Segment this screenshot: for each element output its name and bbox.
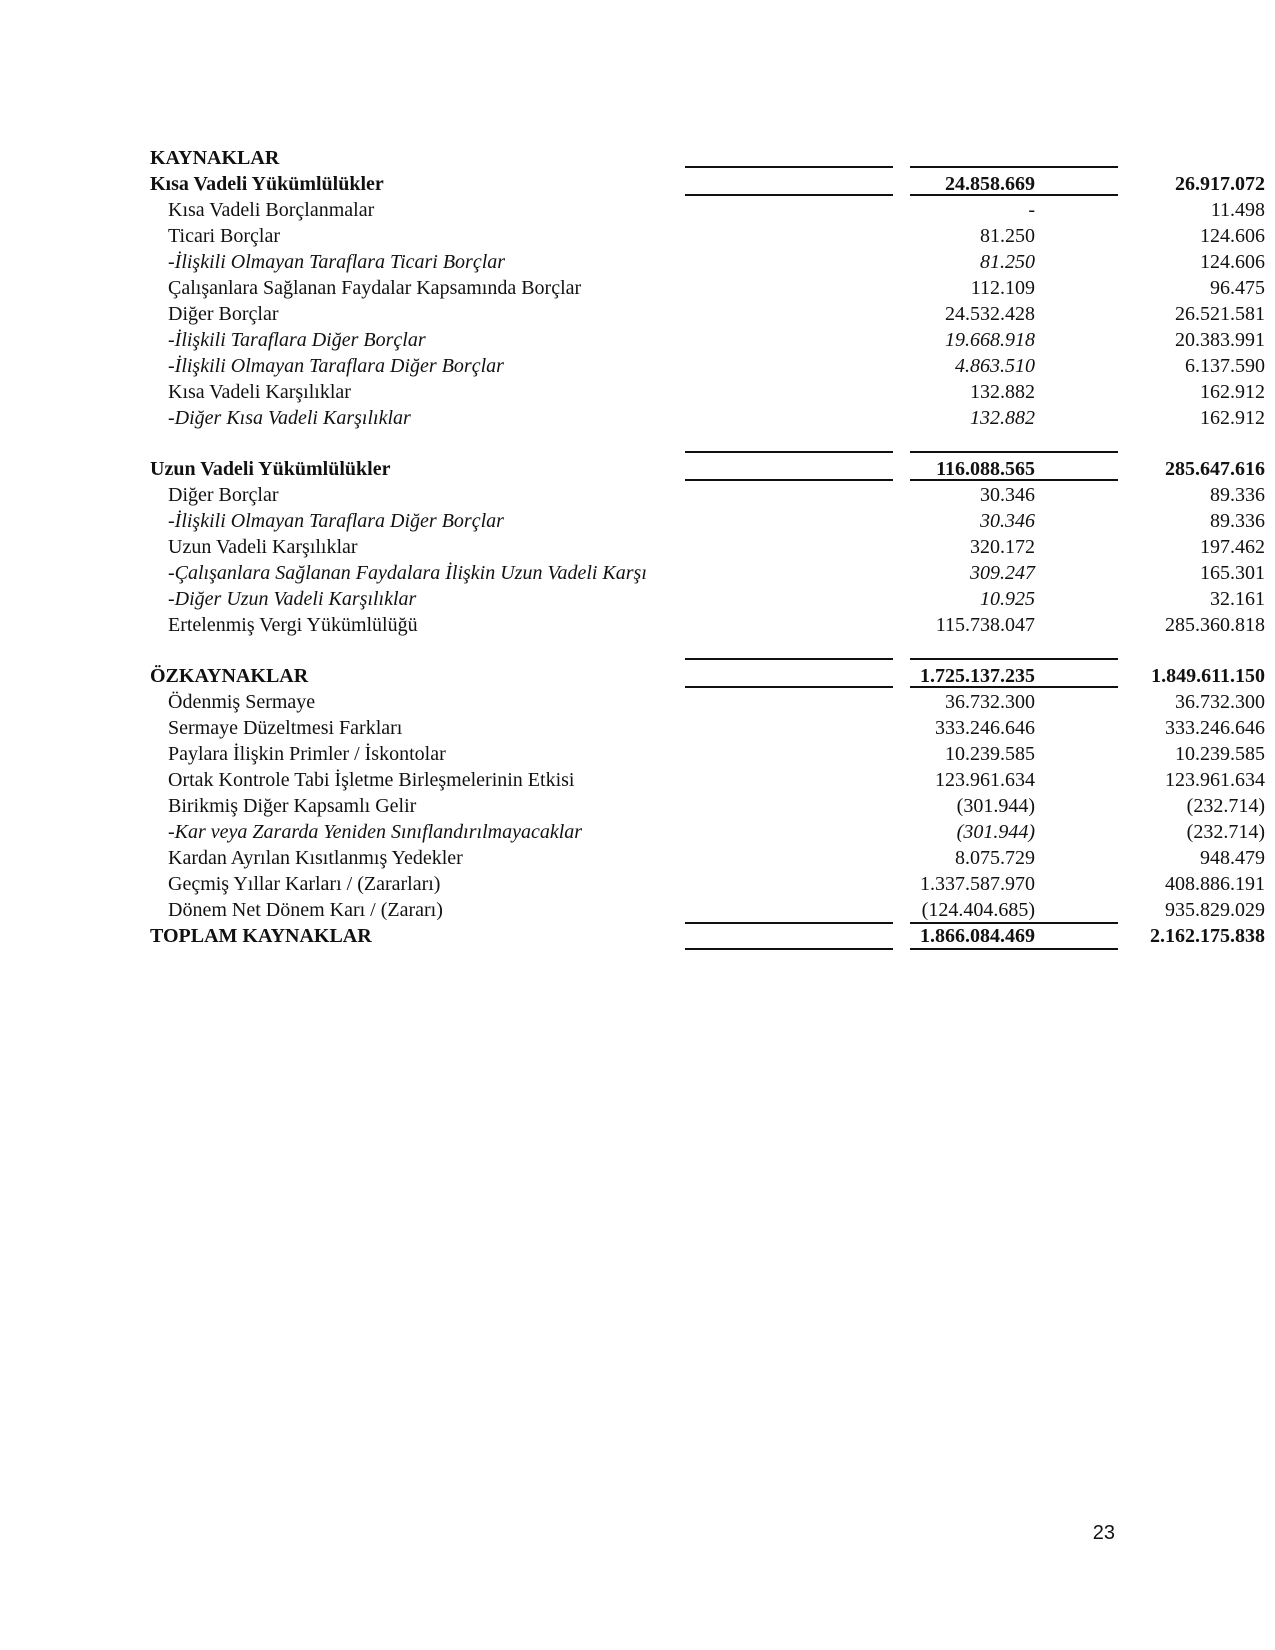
table-row: [150, 689, 1265, 716]
value-current-period: 36.732.300: [945, 691, 1035, 713]
rule-top-col2: [910, 166, 1118, 168]
value-prior-period: 123.961.634: [1165, 769, 1265, 791]
rule-top-col2: [910, 922, 1118, 924]
value-current-period: 1.337.587.970: [920, 873, 1035, 895]
page-number: 23: [1092, 1522, 1115, 1544]
value-prior-period: 26.917.072: [1175, 173, 1265, 195]
value-current-period: 19.668.918: [945, 329, 1035, 351]
value-current-period: 1.725.137.235: [920, 665, 1035, 687]
value-prior-period: 89.336: [1210, 484, 1265, 506]
row-label: Ödenmiş Sermaye: [168, 691, 316, 713]
value-prior-period: 2.162.175.838: [1150, 925, 1265, 947]
value-current-period: 4.863.510: [955, 355, 1035, 377]
value-prior-period: 11.498: [1210, 199, 1265, 221]
value-prior-period: 96.475: [1210, 277, 1265, 299]
value-prior-period: 89.336: [1210, 510, 1265, 532]
value-current-period: 24.532.428: [945, 303, 1035, 325]
table-row: [150, 482, 1265, 509]
table-row: [150, 405, 1265, 432]
value-prior-period: 26.521.581: [1175, 303, 1265, 325]
value-prior-period: 408.886.191: [1165, 873, 1265, 895]
value-current-period: 30.346: [980, 510, 1035, 532]
row-label: Sermaye Düzeltmesi Farkları: [168, 717, 403, 739]
row-label: TOPLAM KAYNAKLAR: [150, 925, 372, 947]
value-prior-period: 36.732.300: [1175, 691, 1265, 713]
table-row: [150, 897, 1265, 924]
rule-under-col1: [685, 194, 893, 196]
table-row: [150, 845, 1265, 872]
value-current-period: (124.404.685): [921, 899, 1035, 921]
row-label: Kısa Vadeli Karşılıklar: [168, 381, 351, 403]
row-label: -İlişkili Olmayan Taraflara Ticari Borçlar: [168, 251, 506, 273]
value-current-period: (301.944): [956, 821, 1035, 843]
rule-top-col1: [685, 166, 893, 168]
total-row: [150, 923, 1265, 950]
row-label: Kısa Vadeli Borçlanmalar: [168, 199, 375, 221]
row-label: -İlişkili Olmayan Taraflara Diğer Borçlar: [168, 355, 504, 377]
table-row: [150, 871, 1265, 898]
table-row: [150, 793, 1265, 820]
value-prior-period: 333.246.646: [1165, 717, 1265, 739]
table-row: [150, 534, 1265, 561]
rule-under-col1: [685, 479, 893, 481]
table-row: [150, 197, 1265, 224]
value-prior-period: 124.606: [1200, 225, 1265, 247]
rule-top-col1: [685, 658, 893, 660]
table-row: [150, 379, 1265, 406]
value-current-period: 30.346: [980, 484, 1035, 506]
row-label: Ortak Kontrole Tabi İşletme Birleşmelerinin Etkisi: [168, 769, 575, 791]
value-prior-period: 285.360.818: [1165, 614, 1265, 636]
rule-under-col2: [910, 194, 1118, 196]
table-row: [150, 249, 1265, 276]
value-current-period: 1.866.084.469: [920, 925, 1035, 947]
statement-heading-label: KAYNAKLAR: [150, 147, 280, 169]
value-current-period: 123.961.634: [935, 769, 1035, 791]
rule-top-col2: [910, 658, 1118, 660]
rule-under-col2: [910, 948, 1118, 950]
table-row: [150, 741, 1265, 768]
row-label: Uzun Vadeli Yükümlülükler: [150, 458, 391, 480]
table-row: [150, 327, 1265, 354]
row-label: -Kar veya Zararda Yeniden Sınıflandırılmayacaklar: [168, 821, 583, 843]
value-prior-period: 6.137.590: [1185, 355, 1265, 377]
row-label: Çalışanlara Sağlanan Faydalar Kapsamında Borçlar: [168, 277, 582, 299]
value-current-period: 81.250: [980, 225, 1035, 247]
value-prior-period: 10.239.585: [1175, 743, 1265, 765]
table-row: [150, 560, 1265, 587]
row-label: Diğer Borçlar: [168, 303, 279, 325]
value-current-period: 24.858.669: [945, 173, 1035, 195]
value-current-period: 115.738.047: [935, 614, 1035, 636]
value-prior-period: (232.714): [1186, 821, 1265, 843]
table-row: [150, 223, 1265, 250]
value-prior-period: 285.647.616: [1165, 458, 1265, 480]
rule-under-col1: [685, 948, 893, 950]
value-current-period: 333.246.646: [935, 717, 1035, 739]
value-prior-period: (232.714): [1186, 795, 1265, 817]
value-prior-period: 197.462: [1200, 536, 1265, 558]
table-row: [150, 275, 1265, 302]
value-current-period: 112.109: [970, 277, 1035, 299]
value-prior-period: 20.383.991: [1175, 329, 1265, 351]
table-row: [150, 819, 1265, 846]
value-current-period: 116.088.565: [936, 458, 1035, 480]
value-prior-period: 935.829.029: [1165, 899, 1265, 921]
table-row: [150, 353, 1265, 380]
row-label: Kısa Vadeli Yükümlülükler: [150, 173, 384, 195]
rule-under-col2: [910, 479, 1118, 481]
value-current-period: 8.075.729: [955, 847, 1035, 869]
row-label: Ertelenmiş Vergi Yükümlülüğü: [168, 614, 418, 636]
row-label: Uzun Vadeli Karşılıklar: [168, 536, 358, 558]
row-label: -Diğer Kısa Vadeli Karşılıklar: [168, 407, 411, 429]
value-prior-period: 32.161: [1210, 588, 1265, 610]
row-label: -Çalışanlara Sağlanan Faydalara İlişkin Uzun Vadeli Karşı: [168, 562, 647, 584]
row-label: ÖZKAYNAKLAR: [150, 665, 309, 687]
table-row: [150, 767, 1265, 794]
row-label: -İlişkili Taraflara Diğer Borçlar: [168, 329, 426, 351]
value-prior-period: 948.479: [1200, 847, 1265, 869]
rule-top-col1: [685, 451, 893, 453]
value-prior-period: 165.301: [1200, 562, 1265, 584]
value-current-period: 132.882: [970, 381, 1035, 403]
table-row: [150, 586, 1265, 613]
row-label: Paylara İlişkin Primler / İskontolar: [168, 743, 446, 765]
row-label: Ticari Borçlar: [168, 225, 281, 247]
row-label: Dönem Net Dönem Karı / (Zararı): [168, 899, 443, 921]
value-prior-period: 162.912: [1200, 407, 1265, 429]
value-prior-period: 162.912: [1200, 381, 1265, 403]
table-row: [150, 508, 1265, 535]
rule-under-col1: [685, 686, 893, 688]
table-row: [150, 612, 1265, 639]
value-current-period: 320.172: [970, 536, 1035, 558]
value-current-period: 309.247: [970, 562, 1035, 584]
value-current-period: 10.239.585: [945, 743, 1035, 765]
value-current-period: (301.944): [956, 795, 1035, 817]
row-label: Birikmiş Diğer Kapsamlı Gelir: [168, 795, 417, 817]
row-label: -İlişkili Olmayan Taraflara Diğer Borçlar: [168, 510, 504, 532]
row-label: -Diğer Uzun Vadeli Karşılıklar: [168, 588, 417, 610]
value-current-period: -: [1028, 199, 1035, 221]
rule-under-col2: [910, 686, 1118, 688]
table-row: [150, 715, 1265, 742]
rule-top-col1: [685, 922, 893, 924]
value-current-period: 10.925: [980, 588, 1035, 610]
value-prior-period: 124.606: [1200, 251, 1265, 273]
table-row: [150, 301, 1265, 328]
value-prior-period: 1.849.611.150: [1151, 665, 1265, 687]
row-label: Geçmiş Yıllar Karları / (Zararları): [168, 873, 441, 895]
value-current-period: 132.882: [970, 407, 1035, 429]
row-label: Kardan Ayrılan Kısıtlanmış Yedekler: [168, 847, 463, 869]
rule-top-col2: [910, 451, 1118, 453]
row-label: Diğer Borçlar: [168, 484, 279, 506]
value-current-period: 81.250: [980, 251, 1035, 273]
